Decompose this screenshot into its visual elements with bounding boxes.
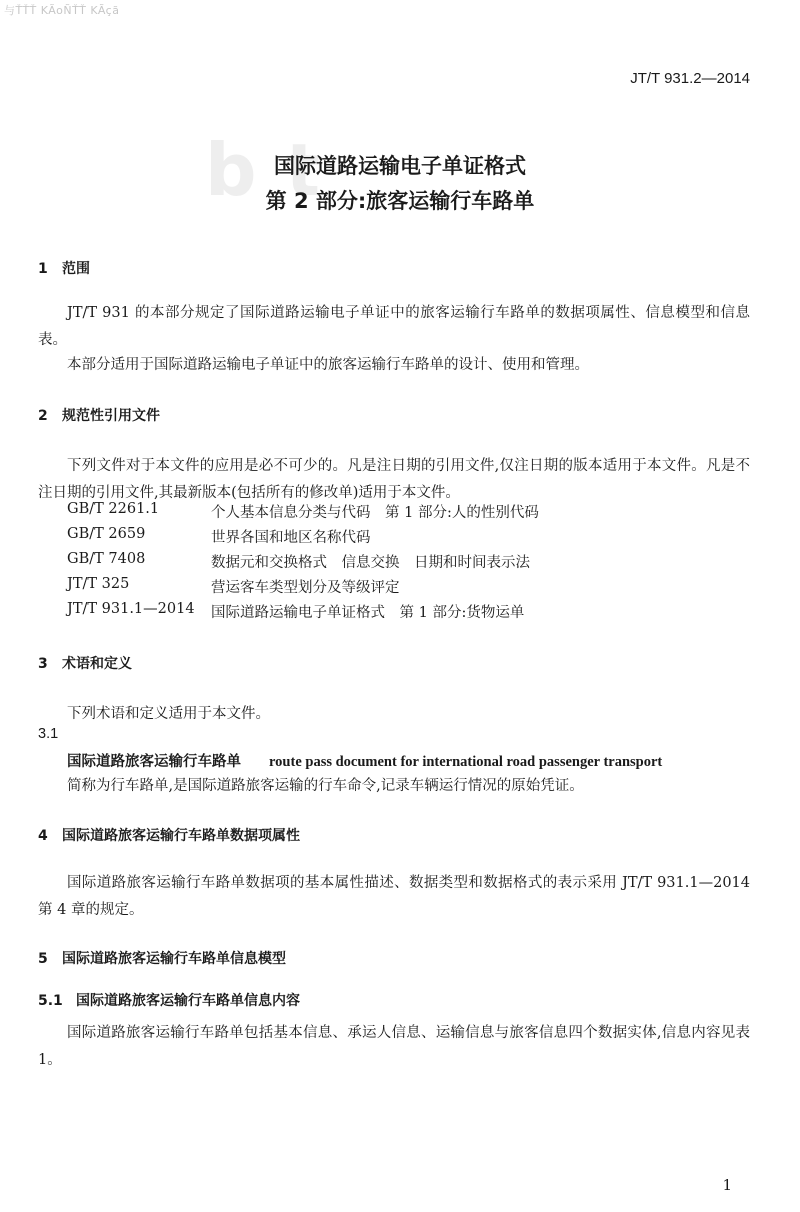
reference-code: JT/T 931.1—2014 xyxy=(67,601,195,617)
document-subtitle: 第 2 部分:旅客运输行车路单 xyxy=(265,189,535,213)
reference-code: GB/T 2659 xyxy=(67,526,146,542)
section-5-1-heading xyxy=(38,990,300,1010)
section-5-heading xyxy=(38,948,286,968)
reference-code: GB/T 2261.1 xyxy=(67,501,160,517)
term-number: 3.1 xyxy=(38,726,59,742)
section-4-paragraph: 国际道路旅客运输行车路单数据项的基本属性描述、数据类型和数据格式的表示采用 JT/T 931.1—2014 第 4 章的规定。 xyxy=(38,875,750,918)
section-4-heading xyxy=(38,825,300,845)
term-chinese: 国际道路旅客运输行车路单 xyxy=(67,753,241,770)
term-definition: 简称为行车路单,是国际道路旅客运输的行车命令,记录车辆运行情况的原始凭证。 xyxy=(67,778,584,794)
section-number: 5.1 xyxy=(38,993,63,1009)
reference-code: JT/T 325 xyxy=(67,576,130,592)
reference-title: 世界各国和地区名称代码 xyxy=(211,530,371,546)
section-2-intro: 下列文件对于本文件的应用是必不可少的。凡是注日期的引用文件,仅注日期的版本适用于本文件。凡是不注日期的引用文件,其最新版本(包括所有的修改单)适用于本文件。 xyxy=(38,458,750,501)
reference-title: 国际道路运输电子单证格式 第 1 部分:货物运单 xyxy=(211,605,525,621)
term-heading xyxy=(67,750,662,771)
section-1-heading xyxy=(38,258,90,278)
document-title: 国际道路运输电子单证格式 xyxy=(274,154,526,178)
watermark: b t xyxy=(205,128,323,212)
section-number: 4 xyxy=(38,828,48,844)
section-title: 术语和定义 xyxy=(62,656,132,672)
page-number: 1 xyxy=(722,1176,732,1194)
section-3-intro: 下列术语和定义适用于本文件。 xyxy=(67,706,270,722)
reference-code: GB/T 7408 xyxy=(67,551,146,567)
section-3-heading xyxy=(38,653,132,673)
section-5-1-paragraph: 国际道路旅客运输行车路单包括基本信息、承运人信息、运输信息与旅客信息四个数据实体,信息内容见表 1。 xyxy=(38,1025,750,1068)
section-number: 2 xyxy=(38,408,48,424)
scan-header-mark: 与ŤŤŤ KÃoÑŤŤ KÃçã xyxy=(4,4,120,17)
section-title: 规范性引用文件 xyxy=(62,408,160,424)
document-number: JT/T 931.2—2014 xyxy=(630,70,750,87)
section-1-paragraph: 本部分适用于国际道路运输电子单证中的旅客运输行车路单的设计、使用和管理。 xyxy=(67,357,589,373)
section-number: 5 xyxy=(38,951,48,967)
reference-title: 个人基本信息分类与代码 第 1 部分:人的性别代码 xyxy=(211,505,539,521)
term-english: route pass document for international road passenger transport xyxy=(269,754,663,770)
section-title: 范围 xyxy=(62,261,90,277)
section-1-paragraph: JT/T 931 的本部分规定了国际道路运输电子单证中的旅客运输行车路单的数据项属性、信息模型和信息表。 xyxy=(38,305,750,348)
reference-title: 数据元和交换格式 信息交换 日期和时间表示法 xyxy=(211,555,530,571)
reference-title: 营运客车类型划分及等级评定 xyxy=(211,580,400,596)
section-number: 3 xyxy=(38,656,48,672)
section-title: 国际道路旅客运输行车路单数据项属性 xyxy=(62,828,300,844)
section-title: 国际道路旅客运输行车路单信息内容 xyxy=(76,993,300,1009)
section-2-heading xyxy=(38,405,160,425)
section-title: 国际道路旅客运输行车路单信息模型 xyxy=(62,951,286,967)
section-number: 1 xyxy=(38,261,48,277)
